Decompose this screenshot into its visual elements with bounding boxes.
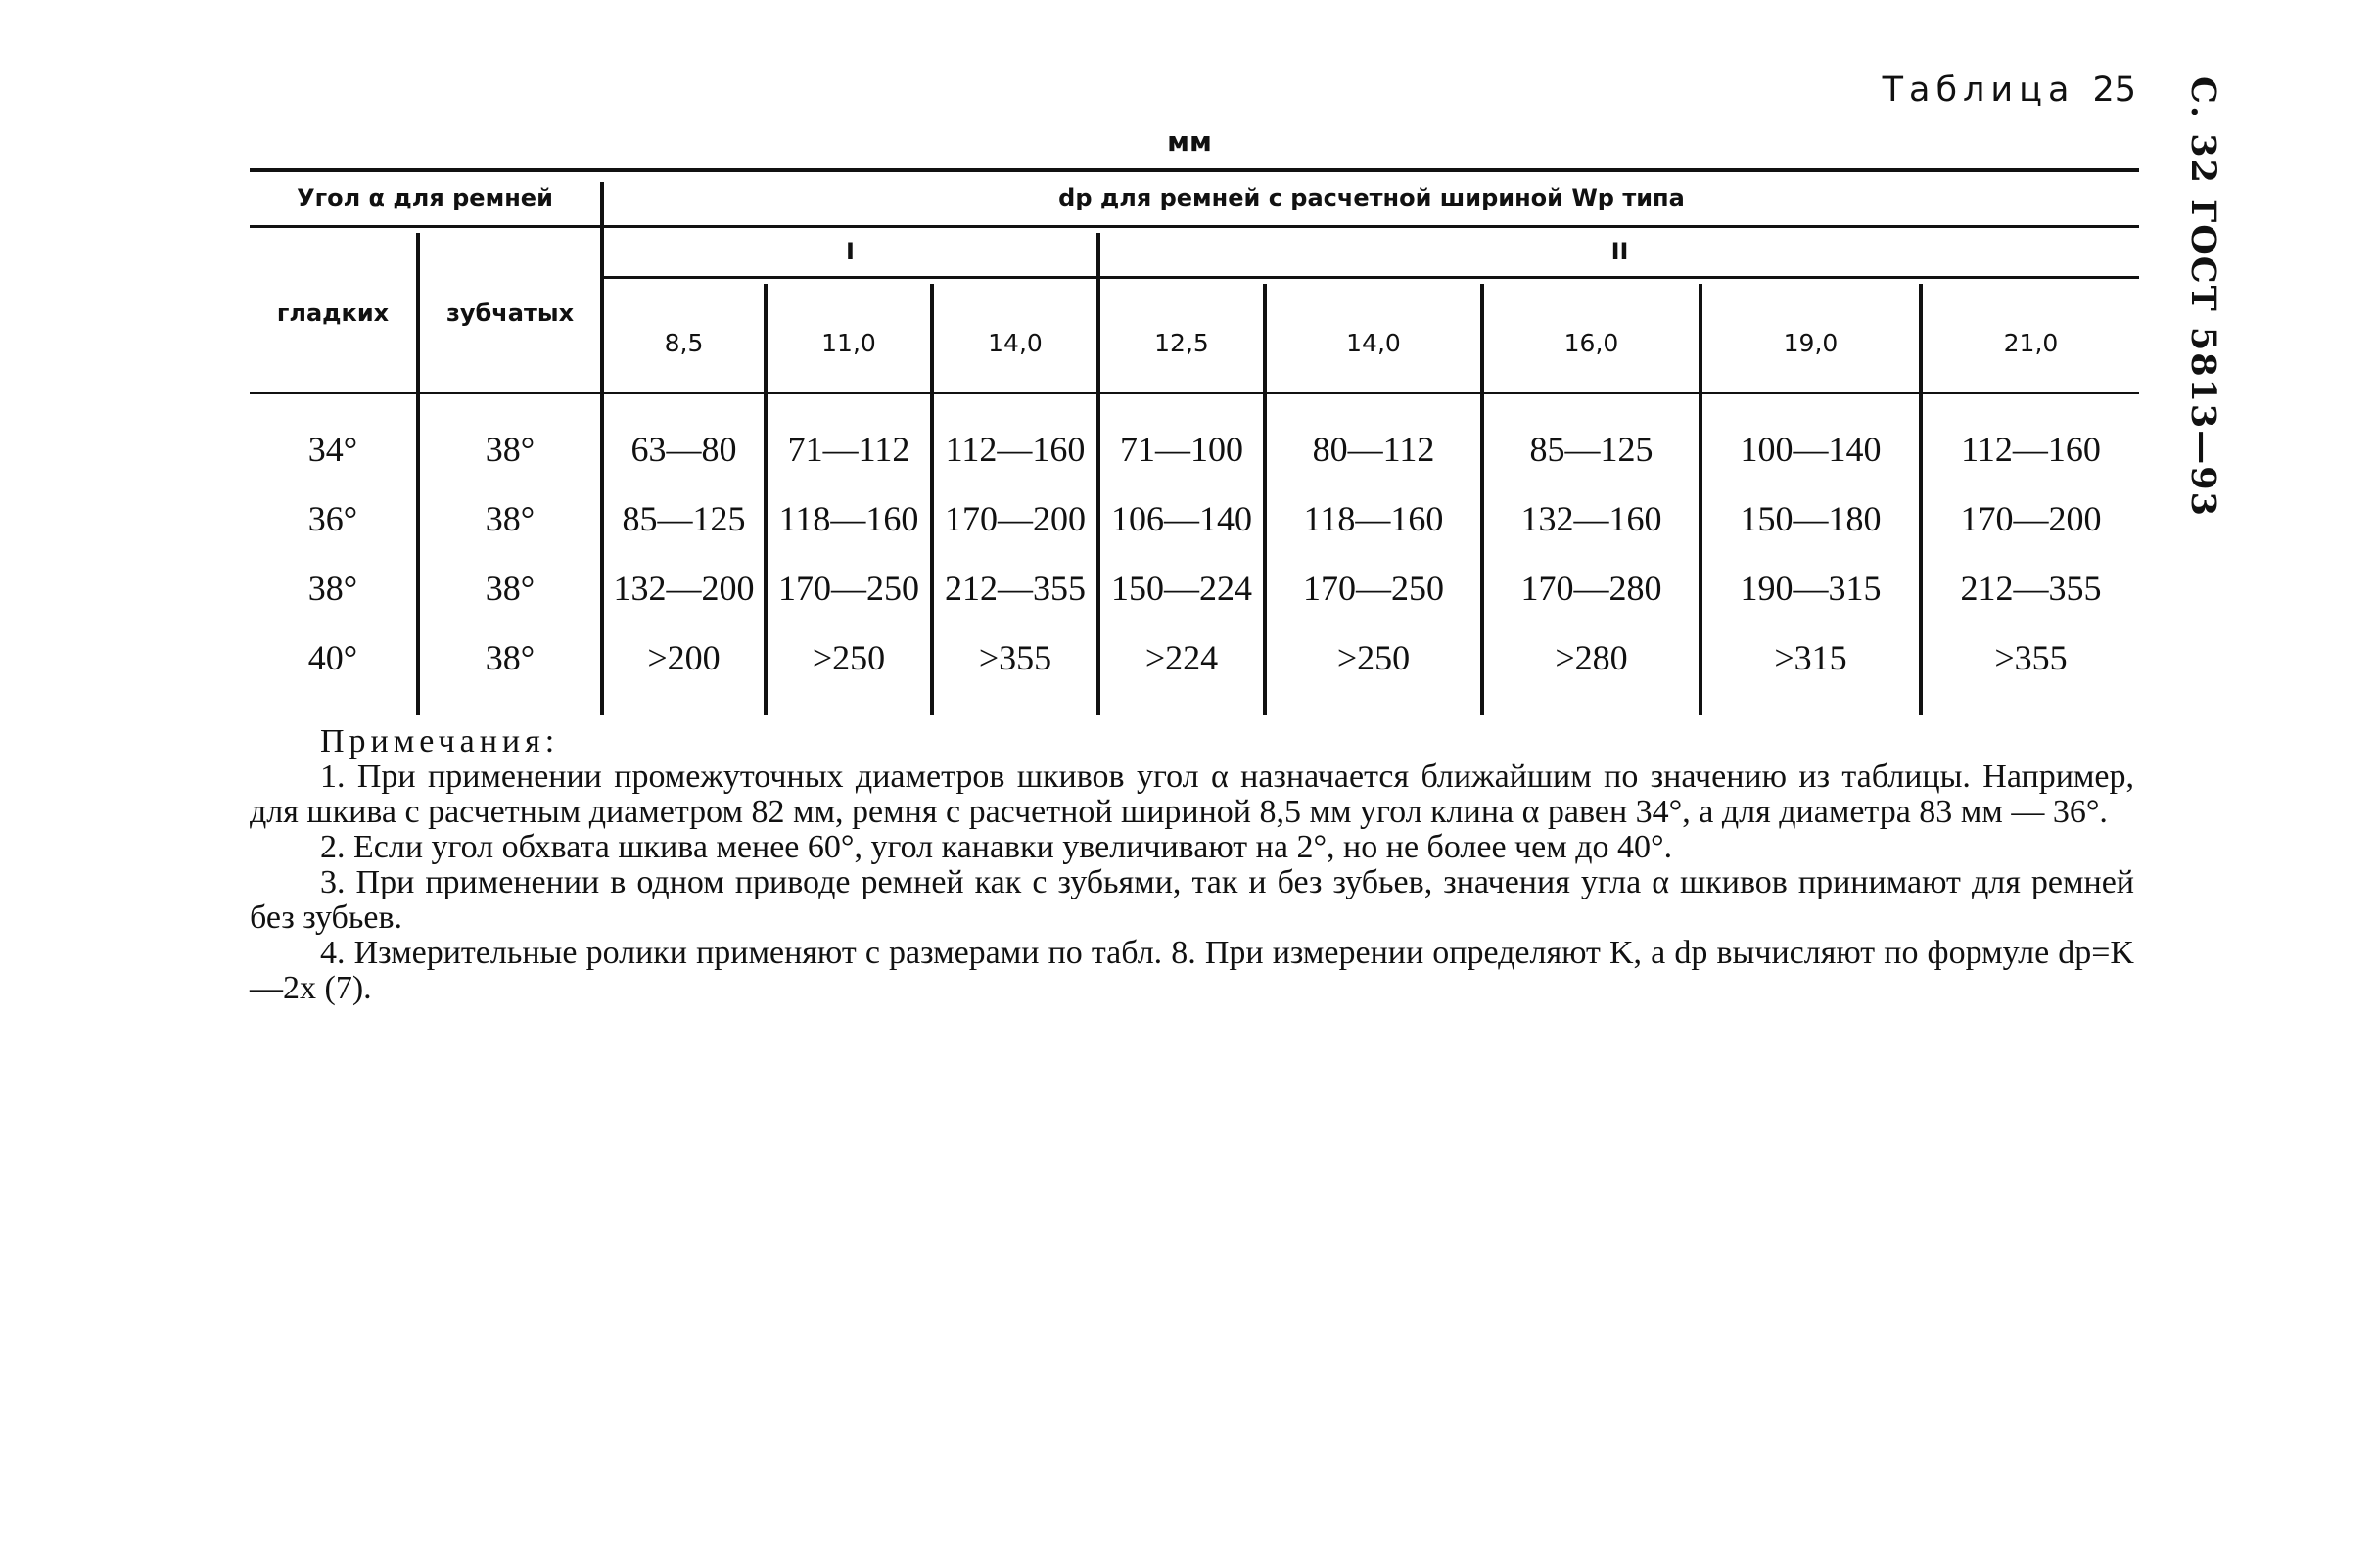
cell-dp-range: 170—200 xyxy=(1960,499,2102,538)
table-label: Таблица xyxy=(1882,70,2075,110)
note-item: 3. При применении в одном приводе ремней как с зубьями, так и без зубьев, значения угла α шкивов принимают для ремней без зубьев. xyxy=(250,864,2134,936)
cell-dp-range: 150—224 xyxy=(1111,569,1252,608)
cell-angle-smooth: 40° xyxy=(307,638,358,677)
header-width: 14,0 xyxy=(1346,329,1401,357)
table-top-rule xyxy=(250,168,2139,172)
cell-dp-range: 71—100 xyxy=(1120,430,1243,469)
cell-angle-toothed: 38° xyxy=(485,569,536,608)
header-width: 16,0 xyxy=(1563,329,1619,357)
cell-dp-range: 170—250 xyxy=(778,569,919,608)
cell-angle-smooth: 38° xyxy=(307,569,358,608)
cell-angle-smooth: 34° xyxy=(307,430,358,469)
note-item: 1. При применении промежуточных диаметров шкивов угол α назначается ближайшим по значению из таблицы. Например, для шкива с расчетным диаметром 82 мм, ремня с расчетной шириной 8,5 мм угол клина α равен 34°, а для диаметра 83 мм — 36°. xyxy=(250,759,2134,830)
header-dp-group: dр для ремней с расчетной шириной Wр типа xyxy=(1058,184,1685,211)
header-type-ii: II xyxy=(1610,238,1629,265)
cell-dp-range: 100—140 xyxy=(1740,430,1882,469)
cell-dp-range: 63—80 xyxy=(630,430,737,469)
cell-dp-range: 150—180 xyxy=(1740,499,1882,538)
cell-angle-toothed: 38° xyxy=(485,499,536,538)
cell-dp-range: >355 xyxy=(978,638,1052,677)
header-bottom-rule xyxy=(250,392,2139,394)
units-label: мм xyxy=(1167,125,1212,158)
cell-angle-toothed: 38° xyxy=(485,430,536,469)
cell-dp-range: >200 xyxy=(647,638,721,677)
cell-dp-range: 118—160 xyxy=(1303,499,1444,538)
header-smooth: гладких xyxy=(276,300,390,327)
header-width: 19,0 xyxy=(1783,329,1839,357)
cell-dp-range: 85—125 xyxy=(1529,430,1654,469)
cell-dp-range: >224 xyxy=(1144,638,1219,677)
table-number: 25 xyxy=(2092,70,2136,110)
header-width: 21,0 xyxy=(2003,329,2059,357)
header-width: 8,5 xyxy=(664,329,704,357)
cell-dp-range: >250 xyxy=(812,638,886,677)
cell-dp-range: 170—200 xyxy=(945,499,1086,538)
cell-dp-range: 80—112 xyxy=(1312,430,1435,469)
header-width: 14,0 xyxy=(988,329,1043,357)
cell-dp-range: 212—355 xyxy=(1960,569,2102,608)
header-angle-group: Угол α для ремней xyxy=(297,184,553,211)
cell-dp-range: 170—280 xyxy=(1520,569,1662,608)
notes-block xyxy=(250,724,2134,1006)
cell-dp-range: 112—160 xyxy=(945,430,1086,469)
cell-dp-range: 190—315 xyxy=(1740,569,1882,608)
cell-dp-range: >355 xyxy=(1994,638,2068,677)
cell-dp-range: 118—160 xyxy=(778,499,919,538)
cell-dp-range: 132—160 xyxy=(1520,499,1662,538)
header-type-i: I xyxy=(846,238,855,265)
cell-dp-range: 212—355 xyxy=(945,569,1086,608)
header-width: 11,0 xyxy=(821,329,876,357)
header-divider-rule xyxy=(250,225,2139,228)
note-item: 2. Если угол обхвата шкива менее 60°, угол канавки увеличивают на 2°, но не более чем до 40°. xyxy=(320,829,1673,865)
cell-dp-range: >280 xyxy=(1555,638,1628,677)
table-caption xyxy=(1883,70,2136,110)
cell-dp-range: 71—112 xyxy=(787,430,910,469)
notes-title: Примечания: xyxy=(320,723,560,760)
cell-dp-range: 106—140 xyxy=(1111,499,1252,538)
cell-dp-range: >250 xyxy=(1336,638,1411,677)
cell-angle-smooth: 36° xyxy=(307,499,358,538)
cell-dp-range: 112—160 xyxy=(1961,430,2101,469)
cell-dp-range: 85—125 xyxy=(622,499,746,538)
cell-angle-toothed: 38° xyxy=(485,638,536,677)
header-toothed: зубчатых xyxy=(445,300,575,327)
cell-dp-range: 170—250 xyxy=(1303,569,1444,608)
header-width: 12,5 xyxy=(1154,329,1209,357)
cell-dp-range: 132—200 xyxy=(613,569,755,608)
type-divider-rule xyxy=(602,276,2139,279)
side-page-header: С. 32 ГОСТ 5813—93 xyxy=(2183,76,2223,518)
cell-dp-range: >315 xyxy=(1774,638,1847,677)
note-item: 4. Измерительные ролики применяют с размерами по табл. 8. При измерении определяют K, а dр вычисляют по формуле dр=K—2x (7). xyxy=(250,935,2134,1006)
